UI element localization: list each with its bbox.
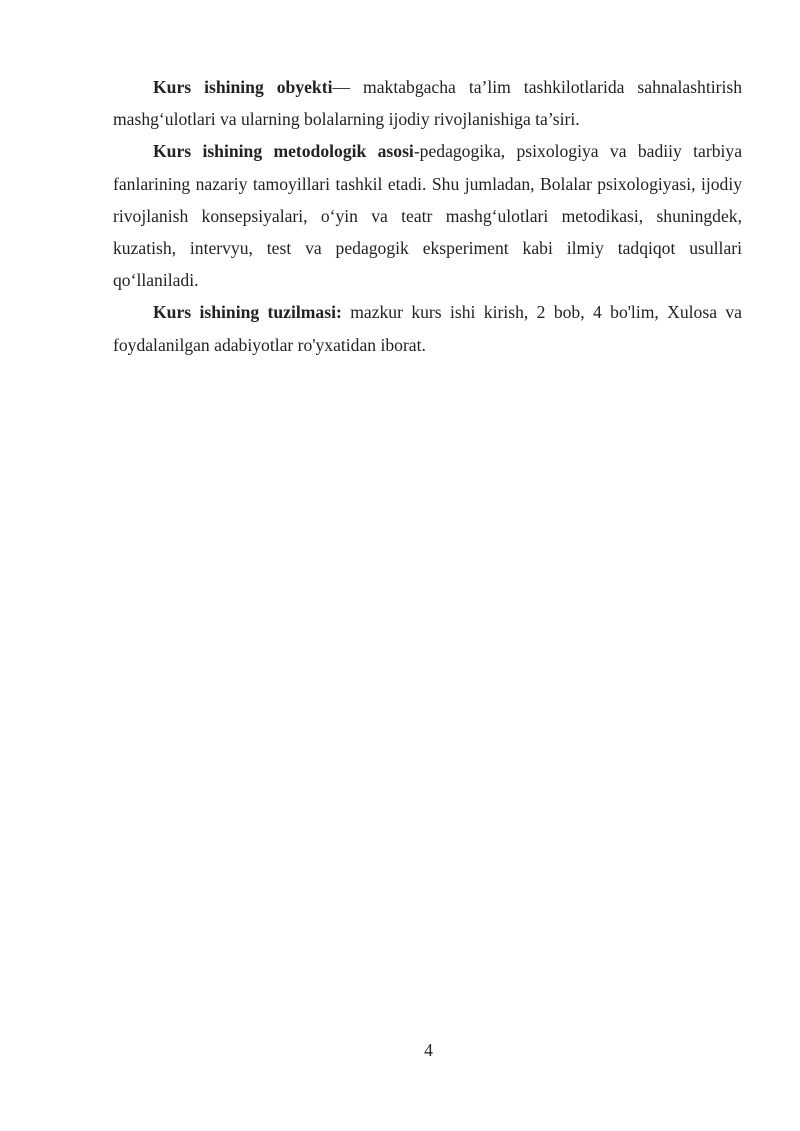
paragraph-structure-text: mazkur kurs ishi kirish, 2 bob, 4 bo'lim, Xulosa va foydalanilgan adabiyotlar ro'yxatidan iborat. bbox=[113, 302, 742, 355]
paragraph-methodology-text: -pedagogika, psixologiya va badiiy tarbiya fanlarining nazariy tamoyillari tashkil etadi. Shu jumladan, Bolalar psixologiyasi, ijodiy rivojlanish konsepsiyalari, o‘yin va teatr mashg‘ulotlari metodikasi, shuningdek, kuzatish, intervyu, test va pedagogik eksperiment kabi ilmiy tadqiqot usullari qo‘llaniladi. bbox=[113, 141, 743, 291]
paragraph-structure bbox=[113, 296, 742, 360]
page-number: 4 bbox=[424, 1040, 433, 1060]
document-body bbox=[113, 71, 742, 361]
paragraph-methodology bbox=[113, 135, 742, 296]
paragraph-object bbox=[113, 71, 742, 135]
paragraph-object-lead: Kurs ishining obyekti bbox=[153, 77, 333, 97]
paragraph-object-text: — maktabgacha ta’lim tashkilotlarida sahnalashtirish mashg‘ulotlari va ularning bolalarning ijodiy rivojlanishiga ta’siri. bbox=[113, 77, 742, 130]
paragraph-structure-lead: Kurs ishining tuzilmasi: bbox=[153, 302, 342, 323]
paragraph-methodology-lead: Kurs ishining metodologik asosi bbox=[153, 141, 414, 162]
